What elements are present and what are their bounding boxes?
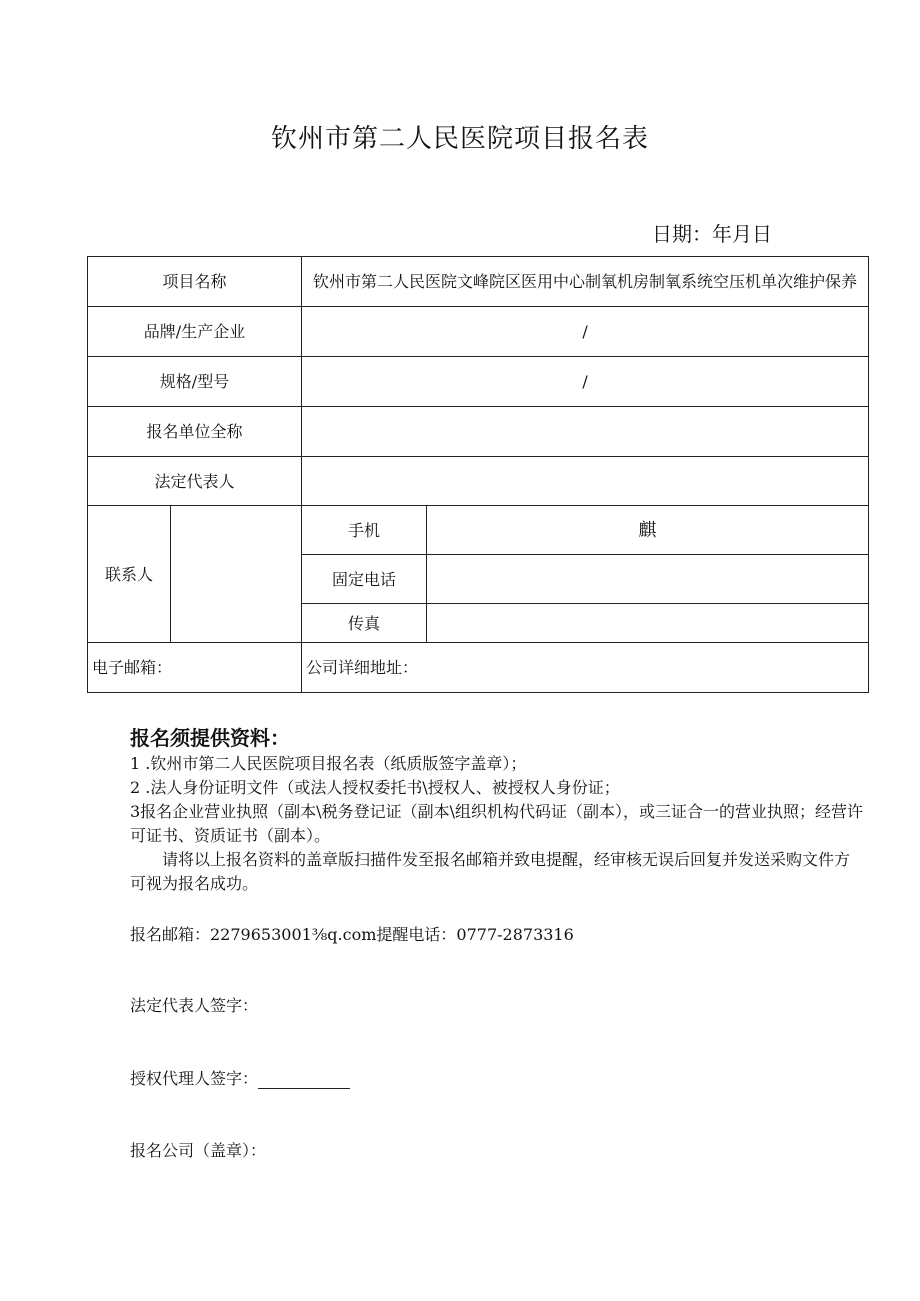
- legal-rep-label: 法定代表人: [88, 457, 302, 506]
- landline-label: 固定电话: [302, 555, 427, 604]
- table-row: [88, 457, 869, 506]
- table-row: [88, 643, 869, 693]
- requirement-item: 1 .钦州市第二人民医院项目报名表（纸质版签字盖章）；: [130, 754, 527, 773]
- brand-value: /: [302, 307, 869, 357]
- email-field[interactable]: 电子邮箱：: [88, 643, 302, 693]
- spec-value: /: [302, 357, 869, 407]
- address-field[interactable]: 公司详细地址：: [302, 643, 869, 693]
- requirements-note: 请将以上报名资料的盖章版扫描件发至报名邮箱并致电提醒，经审核无误后回复并发送采购文件方可视为报名成功。: [130, 850, 851, 893]
- requirement-item: 2 .法人身份证明文件（或法人授权委托书\授权人、被授权人身份证；: [130, 778, 620, 797]
- contact-info-line: 报名邮箱：2279653001⅜q.com提醒电话：0777-2873316: [130, 925, 574, 944]
- company-label: 报名单位全称: [88, 407, 302, 457]
- table-row: [88, 257, 869, 307]
- agent-signature-line: [130, 1066, 350, 1089]
- company-field[interactable]: [302, 407, 869, 457]
- page-title: 钦州市第二人民医院项目报名表: [270, 124, 649, 154]
- agent-signature-blank[interactable]: [258, 1070, 350, 1089]
- date-label: 日期：年月日: [652, 222, 772, 246]
- table-row: [88, 506, 869, 555]
- fax-label: 传真: [302, 604, 427, 643]
- fax-field[interactable]: [427, 604, 869, 643]
- contact-field[interactable]: [171, 506, 302, 643]
- legal-rep-field[interactable]: [302, 457, 869, 506]
- landline-field[interactable]: [427, 555, 869, 604]
- mobile-field[interactable]: 麒: [427, 506, 869, 555]
- registration-table: [87, 256, 869, 693]
- project-name-value: 钦州市第二人民医院文峰院区医用中心制氧机房制氧系统空压机单次维护保养: [302, 257, 869, 307]
- requirements-list: [130, 752, 865, 896]
- spec-label: 规格/型号: [88, 357, 302, 407]
- company-seal-label: 报名公司（盖章）：: [130, 1141, 267, 1160]
- contact-label: 联系人: [88, 506, 171, 643]
- agent-signature-label: 授权代理人签字：: [130, 1069, 259, 1088]
- brand-label: 品牌/生产企业: [88, 307, 302, 357]
- requirements-heading: 报名须提供资料：: [130, 726, 290, 750]
- table-row: [88, 407, 869, 457]
- table-row: [88, 307, 869, 357]
- table-row: [88, 357, 869, 407]
- project-name-label: 项目名称: [88, 257, 302, 307]
- legal-rep-signature-label: 法定代表人签字：: [130, 996, 259, 1015]
- mobile-label: 手机: [302, 506, 427, 555]
- requirement-item: 3报名企业营业执照（副本\税务登记证（副本\组织机构代码证（副本），或三证合一的营业执照；经营许可证书、资质证书（副本）。: [130, 802, 863, 845]
